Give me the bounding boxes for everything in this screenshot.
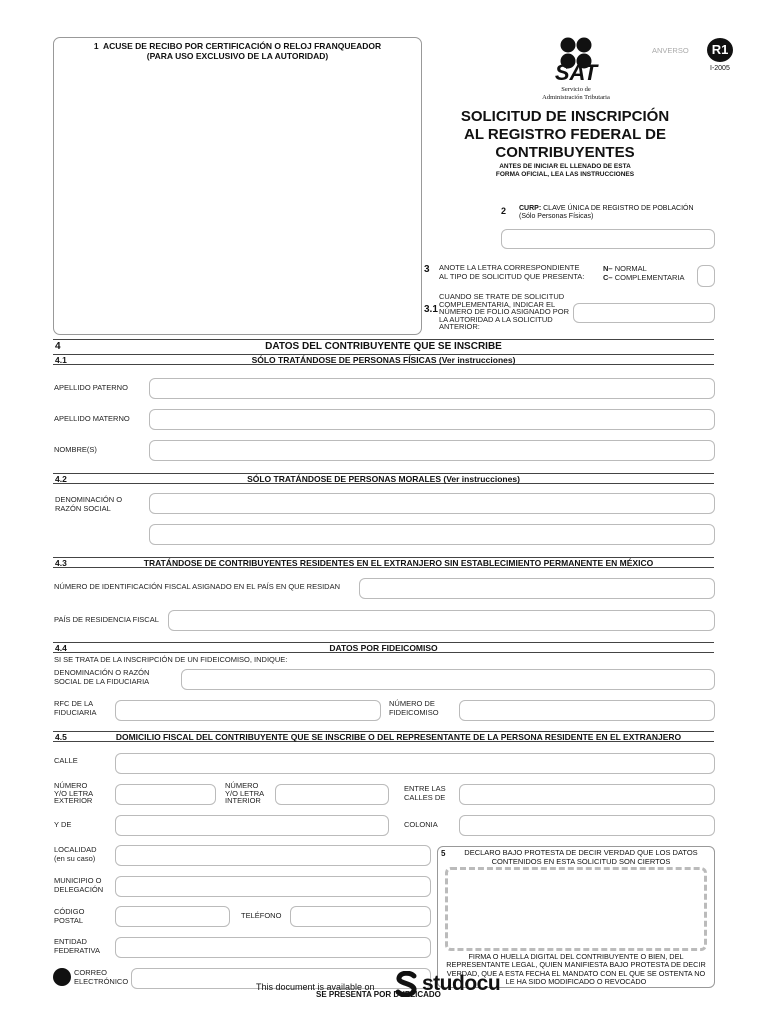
localidad-label [54,846,97,863]
tipo-number: 3 [424,264,430,275]
numero-exterior-label-line-3: EXTERIOR [54,796,93,805]
folio-label-line-3: NÚMERO DE FOLIO ASIGNADO POR [439,307,570,317]
municipio-label [54,877,103,894]
form-version: I-2005 [710,65,730,72]
section-4-1-number: 4.1 [55,355,67,365]
form-instructions [440,163,690,178]
studocu-brand: studocu [422,972,501,995]
section-5-box [437,846,715,988]
section-4-5-number: 4.5 [55,732,67,742]
rfc-fiduciaria-label-line-1: RFC DE LA [54,699,94,708]
tipo-c-label: COMPLEMENTARIA [614,272,685,282]
section-4-5-title: DOMICILIO FISCAL DEL CONTRIBUYENTE QUE SE INSCRIBE O DEL REPRESENTANTE DE LA PERSONA RESIDENTE EN EL EXTRANJERO [115,732,682,742]
section-4-2-header [53,473,714,484]
tipo-options [603,265,685,282]
curp-label [519,205,719,221]
folio-number: 3.1 [424,304,438,315]
folio-field[interactable] [573,303,715,323]
apellido-materno-label: APELLIDO MATERNO [54,414,130,423]
sat-logo-line2: Administración Tributaria [542,94,610,101]
codigo-postal-label-line-2: POSTAL [54,915,84,925]
municipio-field[interactable] [115,876,431,897]
sat-logo-line1: Servicio de [561,86,591,93]
numero-fideicomiso-label-line-1: NÚMERO DE [389,699,435,708]
entidad-label-line-1: ENTIDAD [54,937,87,946]
tipo-n-key: N– [603,264,613,273]
curp-field[interactable] [501,229,715,249]
tipo-n-label: NORMAL [614,264,647,273]
localidad-field[interactable] [115,845,431,866]
telefono-field[interactable] [290,906,431,927]
correo-label [74,969,128,986]
apellido-materno-field[interactable] [149,409,715,430]
curp-note: (Sólo Personas Físicas) [519,213,594,220]
numero-exterior-label-line-2: Y/O LETRA [54,788,94,798]
section-5-number: 5 [441,849,446,858]
section-4-3-number: 4.3 [55,558,67,568]
numero-exterior-label [54,782,93,805]
rfc-fiduciaria-label [54,700,97,717]
section-4-2-number: 4.2 [55,474,67,484]
numero-interior-label-line-1: NÚMERO [225,781,259,790]
section-4-2-title: SÓLO TRATÁNDOSE DE PERSONAS MORALES (Ver instrucciones) [247,474,520,484]
fiduciaria-denominacion-label-line-1: DENOMINACIÓN O RAZÓN [54,668,150,677]
section-4-5-header [53,731,714,742]
municipio-label-line-1: MUNICIPIO O [54,876,102,885]
form-instructions-line-1: ANTES DE INICIAR EL LLENADO DE ESTA [499,163,631,170]
available-on-text: This document is available on [256,982,375,992]
numero-interior-label-line-2: Y/O LETRA [225,788,265,798]
sat-logo [532,36,620,106]
studocu-logo-icon [394,971,420,997]
section-4-4-number: 4.4 [55,643,67,653]
localidad-label-line-1: LOCALIDAD [54,845,97,854]
fiduciaria-denominacion-label [54,669,149,686]
denominacion-label-line-1: DENOMINACIÓN O [55,495,123,504]
folio-label-line-2: COMPLEMENTARIA, INDICAR EL [439,299,556,309]
id-fiscal-label: NÚMERO DE IDENTIFICACIÓN FISCAL ASIGNADO EN EL PAÍS EN QUE RESIDAN [54,582,341,591]
pais-residencia-label: PAÍS DE RESIDENCIA FISCAL [54,615,159,624]
apellido-paterno-label: APELLIDO PATERNO [54,383,128,392]
tipo-label-line-2: AL TIPO DE SOLICITUD QUE PRESENTA: [439,271,585,281]
curp-label-bold: CURP: [519,205,542,212]
entidad-label [54,938,100,955]
curp-label-text: CLAVE ÚNICA DE REGISTRO DE POBLACIÓN [543,205,694,212]
entre-calles-field[interactable] [459,784,715,805]
id-fiscal-field[interactable] [359,578,715,599]
section-4-3-header [53,557,714,568]
sat-logo-text: SAT [554,60,598,85]
rfc-fiduciaria-label-line-2: FIDUCIARIA [54,707,97,717]
fiduciaria-denominacion-label-line-2: SOCIAL DE LA FIDUCIARIA [54,676,150,686]
colonia-field[interactable] [459,815,715,836]
pais-residencia-field[interactable] [168,610,715,631]
firma-text-line-1: FIRMA O HUELLA DIGITAL DEL CONTRIBUYENTE O BIEN, DEL [468,952,684,961]
correo-label-line-1: CORREO [74,968,107,977]
numero-exterior-label-line-1: NÚMERO [54,781,88,790]
folio-label-line-1: CUANDO SE TRATE DE SOLICITUD [439,292,565,301]
section-4-3-title: TRATÁNDOSE DE CONTRIBUYENTES RESIDENTES EN EL EXTRANJERO SIN ESTABLECIMIENTO PERMANENTE EN MÉXICO [143,558,654,568]
anverso-label: ANVERSO [652,46,689,55]
fideicomiso-intro: SI SE TRATA DE LA INSCRIPCIÓN DE UN FIDEICOMISO, INDIQUE: [54,655,288,664]
section-4-1-title: SÓLO TRATÁNDOSE DE PERSONAS FÍSICAS (Ver instrucciones) [251,355,516,365]
denominacion-label [55,496,122,513]
nombre-field[interactable] [149,440,715,461]
calle-label: CALLE [54,756,78,765]
form-instructions-line-2: FORMA OFICIAL, LEA LAS INSTRUCCIONES [495,170,635,178]
folio-label-line-5: ANTERIOR: [439,322,480,332]
tipo-label-line-1: ANOTE LA LETRA CORRESPONDIENTE [439,263,580,272]
form-title-line-3: CONTRIBUYENTES [495,144,635,161]
y-de-field[interactable] [115,815,389,836]
folio-label [439,293,569,331]
correo-bullet [53,968,71,986]
codigo-postal-label [54,908,84,925]
numero-interior-field[interactable] [275,784,389,805]
box-1-number: 1 [93,41,99,51]
codigo-postal-label-line-1: CÓDIGO [54,907,85,916]
numero-interior-label-line-3: INTERIOR [225,796,261,805]
box-1-acuse [53,37,422,335]
colonia-label: COLONIA [404,820,438,829]
localidad-note: (en su caso) [54,853,96,863]
apellido-paterno-field[interactable] [149,378,715,399]
section-4-4-title: DATOS POR FIDEICOMISO [329,643,438,653]
section-4-title: DATOS DEL CONTRIBUYENTE QUE SE INSCRIBE [265,341,502,352]
nombre-label: NOMBRE(S) [54,445,97,454]
entidad-label-line-2: FEDERATIVA [54,945,100,955]
box-1-title: ACUSE DE RECIBO POR CERTIFICACIÓN O RELOJ FRANQUEADOR [103,41,382,51]
entre-calles-label-line-2: CALLES DE [404,792,446,802]
y-de-label: Y DE [54,820,72,829]
form-title-line-2: AL REGISTRO FEDERAL DE [464,126,666,143]
form-title [440,108,690,162]
numero-fideicomiso-label [389,700,439,717]
form-title-line-1: SOLICITUD DE INSCRIPCIÓN [460,108,670,125]
box-1-subtitle: (PARA USO EXCLUSIVO DE LA AUTORIDAD) [146,51,329,61]
presenta-duplicado: SE PRESENTA POR DUPLICADO [316,990,441,999]
folio-label-line-4: LA AUTORIDAD A LA SOLICITUD [439,314,553,324]
numero-fideicomiso-field[interactable] [459,700,715,721]
numero-interior-label [225,782,264,805]
firma-text-line-2: REPRESENTANTE LEGAL, QUIEN MANIFIESTA BAJO PROTESTA DE DECIR [446,960,706,970]
signature-area[interactable] [445,867,707,951]
studocu-link[interactable] [394,970,500,998]
numero-fideicomiso-label-line-2: FIDEICOMISO [389,707,439,717]
codigo-postal-field[interactable] [115,906,230,927]
tipo-c-key: C– [603,272,613,282]
entidad-field[interactable] [115,937,431,958]
curp-number: 2 [501,206,507,216]
section-4-header [53,339,714,352]
form-code: R1 [711,42,729,57]
section-5-title-line-2: CONTENIDOS EN ESTA SOLICITUD SON CIERTOS [491,856,671,866]
form-code-badge [707,38,733,62]
denominacion-label-line-2: RAZÓN SOCIAL [55,503,111,513]
correo-label-line-2: ELECTRÓNICO [74,976,129,986]
section-4-number: 4 [55,341,61,352]
rfc-fiduciaria-field[interactable] [115,700,381,721]
municipio-label-line-2: DELEGACIÓN [54,884,104,894]
section-4-1-header [53,354,714,365]
firma-text-line-4: LE HA SIDO MODIFICADO O REVOCADO [505,976,647,986]
denominacion-field-1[interactable] [149,493,715,514]
section-4-4-header [53,642,714,653]
section-5-title-line-1: DECLARO BAJO PROTESTA DE DECIR VERDAD QUE LOS DATOS [464,848,698,857]
fiduciaria-denominacion-field[interactable] [181,669,715,690]
entre-calles-label [404,785,446,802]
calle-field[interactable] [115,753,715,774]
section-5-title [448,849,714,866]
denominacion-field-2[interactable] [149,524,715,545]
firma-text-line-3: VERDAD, QUE A ESTA FECHA EL MANDATO CON EL QUE SE OSTENTA NO [446,968,706,978]
entre-calles-label-line-1: ENTRE LAS [404,784,446,793]
tipo-label [439,264,584,281]
tipo-field[interactable] [697,265,715,287]
numero-exterior-field[interactable] [115,784,216,805]
telefono-label: TELÉFONO [241,911,282,920]
